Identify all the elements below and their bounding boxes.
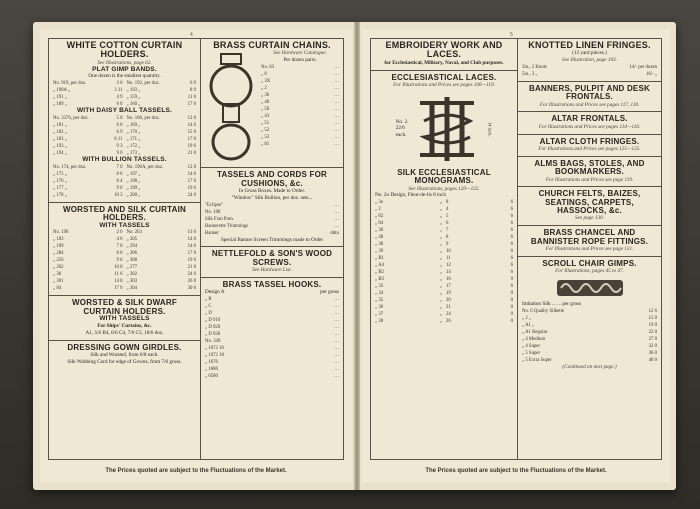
price-list: No. 196 2 0 „ 183 4 6 „ 199 7 0 „ 284 8 0 „ 256 9 6 „ 202 10 0 „ 36 11 6 „ 301 14 0 „ 84 17 0 No. 263 13 6 „ 305 14 0 „ 294 14 6 „ 306 17 0 „ 308 19 0 „ 277 21 0 „ 302 24 6 „ 303 26 0 „ 304 30 0	[53, 230, 196, 292]
ihs-monogram-illustration	[412, 93, 482, 165]
section-divider	[201, 246, 343, 247]
section-title: ALTAR CLOTH FRINGES.	[539, 136, 640, 146]
price-list: "Eclipse" … No. 108 … Silk Fran Pom. … Bannerette Trimmings … Banner ditto	[205, 202, 339, 236]
left-column-2	[201, 39, 343, 459]
section-title: BRASS CURTAIN CHAINS.	[213, 40, 331, 50]
section-title: DRESSING GOWN GIRDLES.	[67, 342, 182, 352]
section-reference: See Illustration, page 103.	[562, 57, 617, 64]
scroll-gimp-illustration	[555, 277, 625, 299]
subsection-title: WITH TASSELS	[99, 221, 150, 229]
subsection-title: PLAT GIMP BANDS.	[92, 65, 157, 73]
page-number: 5	[510, 32, 513, 38]
section-title: SILK ECCLESIASTICAL MONOGRAMS.	[397, 167, 491, 186]
section-title: ECCLESIASTICAL LACES.	[391, 72, 497, 82]
price-line: A1, 5/6 B4, 6/6 C4, 7/6 C5, 18/6 doz.	[85, 329, 164, 336]
section-note: One dozen is the smallest quantity.	[88, 73, 161, 80]
section-divider	[518, 186, 661, 187]
list-header: No. 2o Design, Fleur-de-lis 8 inch	[375, 192, 446, 199]
section-text: Special Banner Screen Trimmings made to Order	[220, 236, 324, 243]
price-list: 3in., 2 Knots 14/- per dozen 5in., 3 „ 16/- „	[522, 64, 657, 77]
section-title: ALMS BAGS, STOLES, AND BOOKMARKERS.	[534, 158, 645, 177]
section-divider	[49, 295, 200, 296]
price-list: No. 6 Quality Silkette 12 6 „ 2 „ 15 0 „ A1 „ 19 0 „ A1 Regular 22 0 „ 4 Medium 27 0 „ 4 Super 32 0 „ 5 Super 36 0 „ 5 Extra Super 40 0	[522, 308, 657, 363]
section-divider	[518, 225, 661, 226]
right-column-1	[371, 39, 517, 459]
section-note: In Gross Boxes. Made to Order.	[238, 188, 306, 195]
list-header-design: Design A	[205, 289, 225, 296]
right-column-2	[518, 39, 661, 459]
section-title: WORSTED AND SILK CURTAIN HOLDERS.	[62, 204, 186, 223]
section-note: Per dozen pairs.	[283, 57, 317, 64]
section-reference: For Illustrations and Prices see page 119.	[545, 176, 634, 183]
monogram-size: 14 inch.	[487, 121, 493, 137]
section-title: ALTAR FRONTALS.	[551, 114, 628, 124]
section-divider	[201, 277, 343, 278]
section-divider	[518, 81, 661, 82]
section-reference: For Illustrations and Prices see pages 106—119.	[393, 82, 495, 89]
section-reference: For Illustrations and Prices see pages 114—116.	[538, 123, 641, 130]
section-title: BRASS TASSEL HOOKS.	[222, 280, 322, 289]
curtain-chain-illustration	[205, 52, 257, 162]
book-gutter	[354, 22, 360, 490]
section-divider	[49, 340, 200, 341]
section-divider	[518, 256, 661, 257]
section-text: "Window" Silk Bullion, per doz. sets...	[231, 194, 313, 201]
section-reference: For Illustrations, pages 45 to 47.	[555, 268, 624, 275]
section-reference: See Illustrations, pages 120—122.	[408, 185, 480, 192]
list-header-unit: per gross	[320, 289, 339, 296]
section-divider	[201, 167, 343, 168]
right-page-frame	[370, 38, 662, 460]
section-text: Silk and Worsted, from 6/8 each.	[90, 351, 159, 358]
list-header: Imitation Silk ... ... per gross	[522, 300, 582, 307]
section-title: EMBROIDERY WORK AND LACES.	[385, 40, 503, 60]
section-divider	[371, 70, 517, 71]
section-note: (12 yard pieces.)	[572, 50, 607, 57]
price-list: No. 174, per doz. 7 0 „ 175 „ 8 0 „ 176 „ 8 4 „ 177 „ 9 0 „ 178 „ 10 3 No. 196A, per doz. 12 0 „ 197 „ 14 6 „ 198 „ 17 6 „ 199 „ 19 6 „ 200 „ 24 6	[53, 164, 196, 198]
section-divider	[518, 111, 661, 112]
page-footer: The Prices quoted are subject to the Fluctuations of the Market.	[105, 468, 287, 474]
price-list: No. 3376, per doz. 5 0 „ 181 „ 6 0 „ 182 „ 6 9 „ 183 „ 8 11 „ 193 „ 9 3 „ 194 „ 9 0 No. 168, per doz. 12 0 „ 169 „ 14 6 „ 170 „ 15 0 „ 171 „ 17 0 „ 172 „ 19 6 „ 173 „ 21 0	[53, 116, 196, 156]
section-title: SCROLL CHAIR GIMPS.	[542, 258, 637, 268]
left-page-frame	[48, 38, 344, 460]
section-note: For Ships' Curtains, &c.	[97, 323, 152, 329]
section-reference: For Illustrations and Prices see pages 125—125.	[538, 146, 641, 152]
section-title: CHURCH FELTS, BAIZES, SEATINGS, CARPETS, HASSOCKS, &c.	[538, 189, 641, 216]
right-page	[362, 30, 670, 482]
section-title: WORSTED & SILK DWARF CURTAIN HOLDERS.	[72, 298, 177, 316]
section-title: NETTLEFOLD & SON'S WOOD SCREWS.	[211, 249, 333, 267]
list-header	[205, 289, 339, 296]
section-text: Silk Wobbing Cord for edge of Gowns, from 7/6 gross.	[67, 358, 182, 365]
section-title: BANNERS, PULPIT AND DESK FRONTALS.	[529, 83, 650, 102]
page-number: 4	[190, 32, 193, 38]
section-reference: See Hardware Catalogue.	[273, 50, 327, 57]
page-footer: The Prices quoted are subject to the Fluctuations of the Market.	[425, 468, 607, 474]
continued-note: (Continued on next page.)	[562, 363, 617, 370]
monogram-label: No. 2. 22/6 each.	[395, 118, 409, 139]
left-column-1	[49, 39, 200, 459]
section-title: WHITE COTTON CURTAIN HOLDERS.	[66, 40, 183, 60]
section-reference: See Hardware List.	[252, 267, 292, 274]
section-title: BRASS CHANCEL AND BANNISTER ROPE FITTINGS.	[530, 228, 649, 246]
price-list: „ 3o „ „ 2 „ „ 82 „ „ 84 „ „ 36 „ „ 48 „ „ 38 „ „ 39 „ „ B1 „ „ A4 „ „ B2 „ „ B3 „ „ 33 „ „ 34 „ „ 35 „ „ 36 „ „ 37 „ „ 38 „ 8 6 4 6 5 6 6 6 7 6 8 6 9 6 10 6 11 6 12 6 14 6 16 0 17 6 19 0 20 0 21 0 24 0 26 0	[375, 200, 513, 325]
section-divider	[49, 202, 200, 203]
section-reference: See Illustrations, page 62.	[97, 59, 152, 66]
subsection-title: WITH TASSELS	[99, 315, 150, 323]
price-list: „ B … „ C … „ D … „ D 910 … „ D 920 … „ D 930 … No. 349 … „ 1072 16 … „ 1072 18 … „ 1676 … „ 1686 … „ 6580 …	[205, 297, 339, 380]
section-reference: For Illustrations and Prices see page 131.	[545, 245, 634, 252]
subsection-title: WITH BULLION TASSELS.	[82, 156, 167, 163]
section-title: TASSELS AND CORDS FOR CUSHIONS, &c.	[217, 170, 327, 188]
section-reference: For Illustrations and Prices see pages 117, 118.	[539, 101, 640, 108]
section-divider	[518, 134, 661, 135]
subsection-title: WITH DAISY BALL TASSELS.	[76, 107, 173, 115]
section-reference: See page 130.	[575, 215, 604, 222]
left-page	[40, 30, 352, 482]
section-divider	[518, 156, 661, 157]
section-title: KNOTTED LINEN FRINGES.	[528, 40, 651, 50]
section-note: for Ecclesiastical, Military, Naval, and Club purposes.	[384, 59, 504, 66]
price-list: No. 63 … „ 8 … „ 3X … „ 2 … „ 36 … „ 48 … „ 50 … „ 43 … „ 51 … „ 52 … „ 53 … „ 81 …	[261, 64, 339, 147]
price-list: No. 919, per doz. 3 6 „ 190A „ 3 11 „ 191 „ 4 9 „ 189 „ 6 0 No. 192, per doz. 6 9 „ 193 „ 8 9 „ 159 „ 11 6 „ 160 „ 17 6	[53, 81, 196, 108]
